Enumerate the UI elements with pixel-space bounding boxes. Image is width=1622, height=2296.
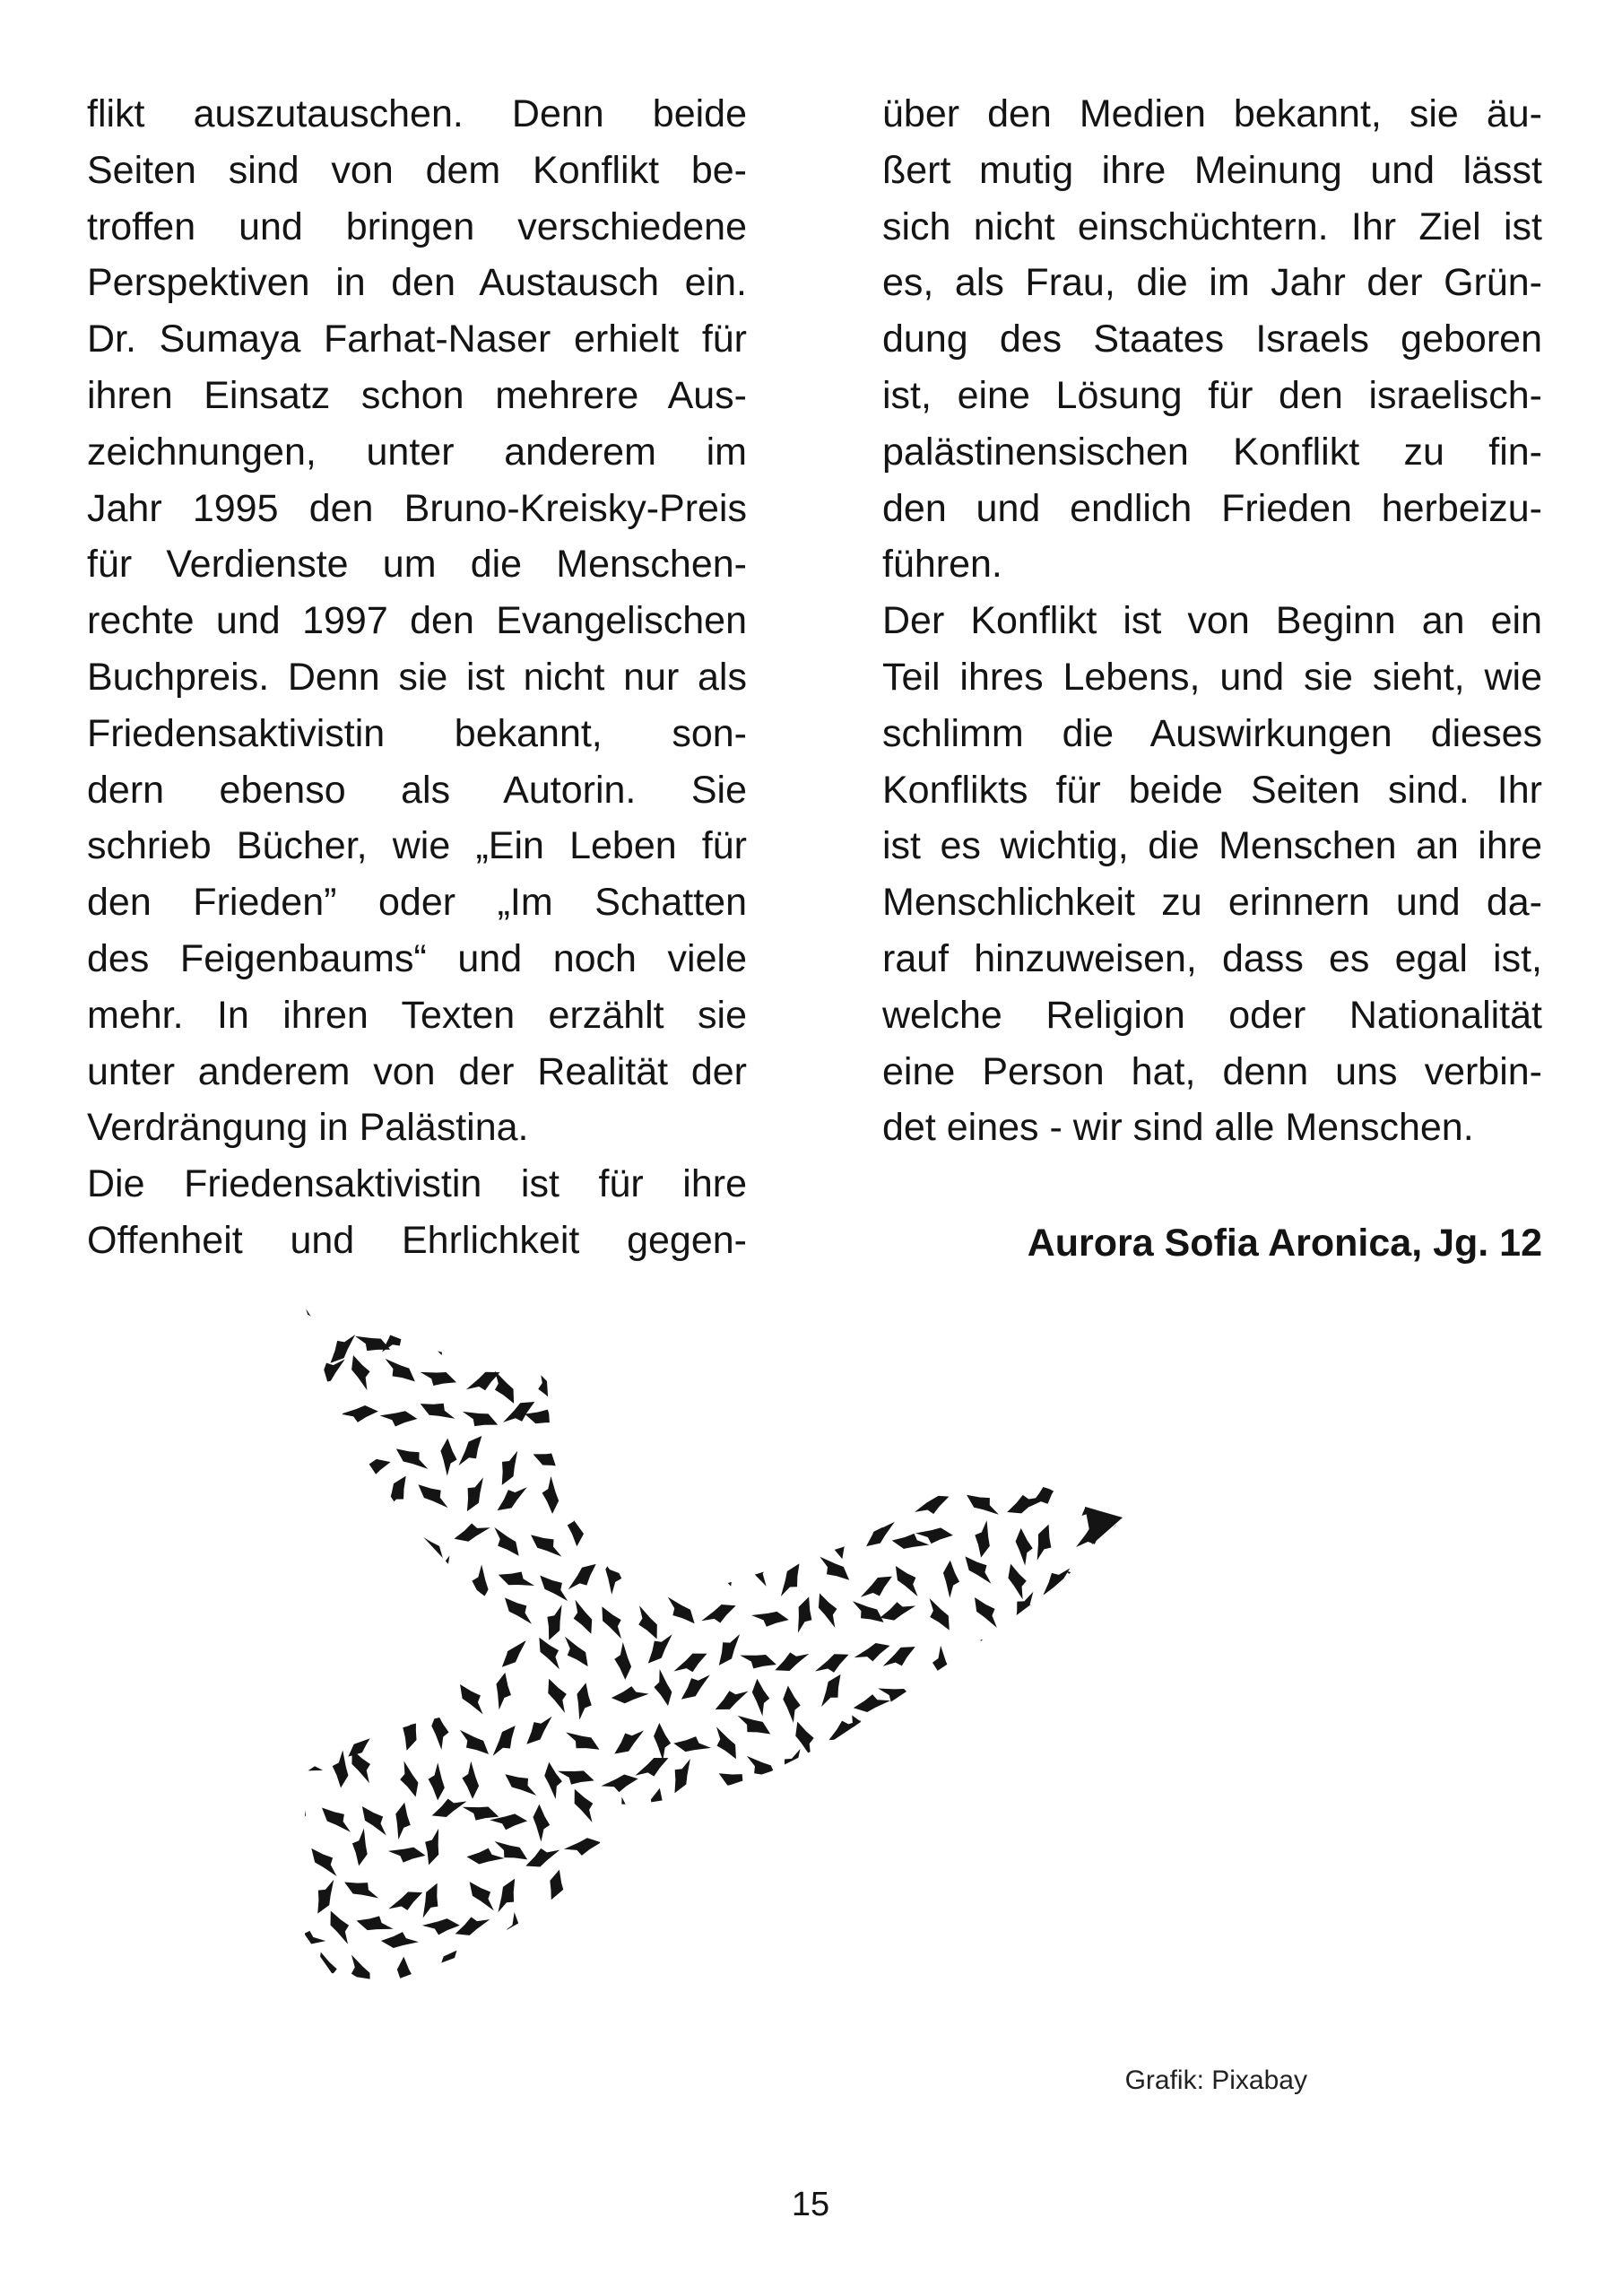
text-line: zeichnungen, unter anderem im [87, 430, 747, 474]
text-line: Perspektiven in den Austausch ein. [87, 261, 747, 305]
text-line: führen. [882, 543, 1002, 587]
text-line: palästinensischen Konflikt zu fin- [882, 430, 1542, 474]
text-line: Konflikts für beide Seiten sind. Ihr [882, 768, 1542, 812]
text-column-right [882, 86, 1542, 1156]
text-line: es, als Frau, die im Jahr der Grün- [882, 261, 1542, 305]
text-line: ist es wichtig, die Menschen an ihre [882, 824, 1542, 868]
text-line: für Verdienste um die Menschen- [87, 543, 747, 587]
text-line: Verdrängung in Palästina. [87, 1106, 529, 1150]
text-line: sich nicht einschüchtern. Ihr Ziel ist [882, 204, 1542, 248]
text-line: schlimm die Auswirkungen dieses [882, 711, 1542, 755]
text-line: über den Medien bekannt, sie äu- [882, 92, 1542, 135]
text-line: Dr. Sumaya Farhat-Naser erhielt für [87, 317, 747, 361]
text-line: Menschlichkeit zu erinnern und da- [882, 881, 1542, 925]
text-line: schrieb Bücher, wie „Ein Leben für [87, 824, 747, 868]
text-line: Offenheit und Ehrlichkeit gegen- [87, 1218, 747, 1262]
text-line: rauf hinzuweisen, dass es egal ist, [882, 936, 1542, 980]
text-line: ihren Einsatz schon mehrere Aus- [87, 373, 747, 417]
text-line: dern ebenso als Autorin. Sie [87, 768, 747, 812]
text-line: unter anderem von der Realität der [87, 1049, 747, 1093]
text-column-left [87, 86, 747, 1269]
text-line: flikt auszutauschen. Denn beide [87, 92, 747, 135]
author-byline: Aurora Sofia Aronica, Jg. 12 [1027, 1222, 1542, 1265]
image-credit: Grafik: Pixabay [1124, 2066, 1307, 2095]
text-line: mehr. In ihren Texten erzählt sie [87, 993, 747, 1037]
text-line: eine Person hat, denn uns verbin- [882, 1049, 1542, 1093]
text-line: Seiten sind von dem Konflikt be- [87, 148, 747, 192]
text-line: Teil ihres Lebens, und sie sieht, wie [882, 655, 1542, 699]
text-line: den Frieden” oder „Im Schatten [87, 881, 747, 925]
text-line: Jahr 1995 den Bruno-Kreisky-Preis [87, 486, 747, 530]
text-line: den und endlich Frieden herbeizu- [882, 486, 1542, 530]
text-line: dung des Staates Israels geboren [882, 317, 1542, 361]
text-line: welche Religion oder Nationalität [882, 993, 1542, 1037]
text-line: ist, eine Lösung für den israelisch- [882, 373, 1542, 417]
text-line: Der Konflikt ist von Beginn an ein [882, 599, 1542, 643]
text-line: rechte und 1997 den Evangelischen [87, 599, 747, 643]
text-line: Friedensaktivistin bekannt, son- [87, 711, 747, 755]
text-line: troffen und bringen verschiedene [87, 204, 747, 248]
page-number: 15 [791, 2186, 830, 2223]
text-line: det eines - wir sind alle Menschen. [882, 1106, 1474, 1150]
peace-dove-icon [305, 1283, 1327, 2108]
text-line: des Feigenbaums“ und noch viele [87, 936, 747, 980]
text-line: Buchpreis. Denn sie ist nicht nur als [87, 655, 747, 699]
text-line: ßert mutig ihre Meinung und lässt [882, 148, 1542, 192]
text-line: Die Friedensaktivistin ist für ihre [87, 1162, 747, 1206]
